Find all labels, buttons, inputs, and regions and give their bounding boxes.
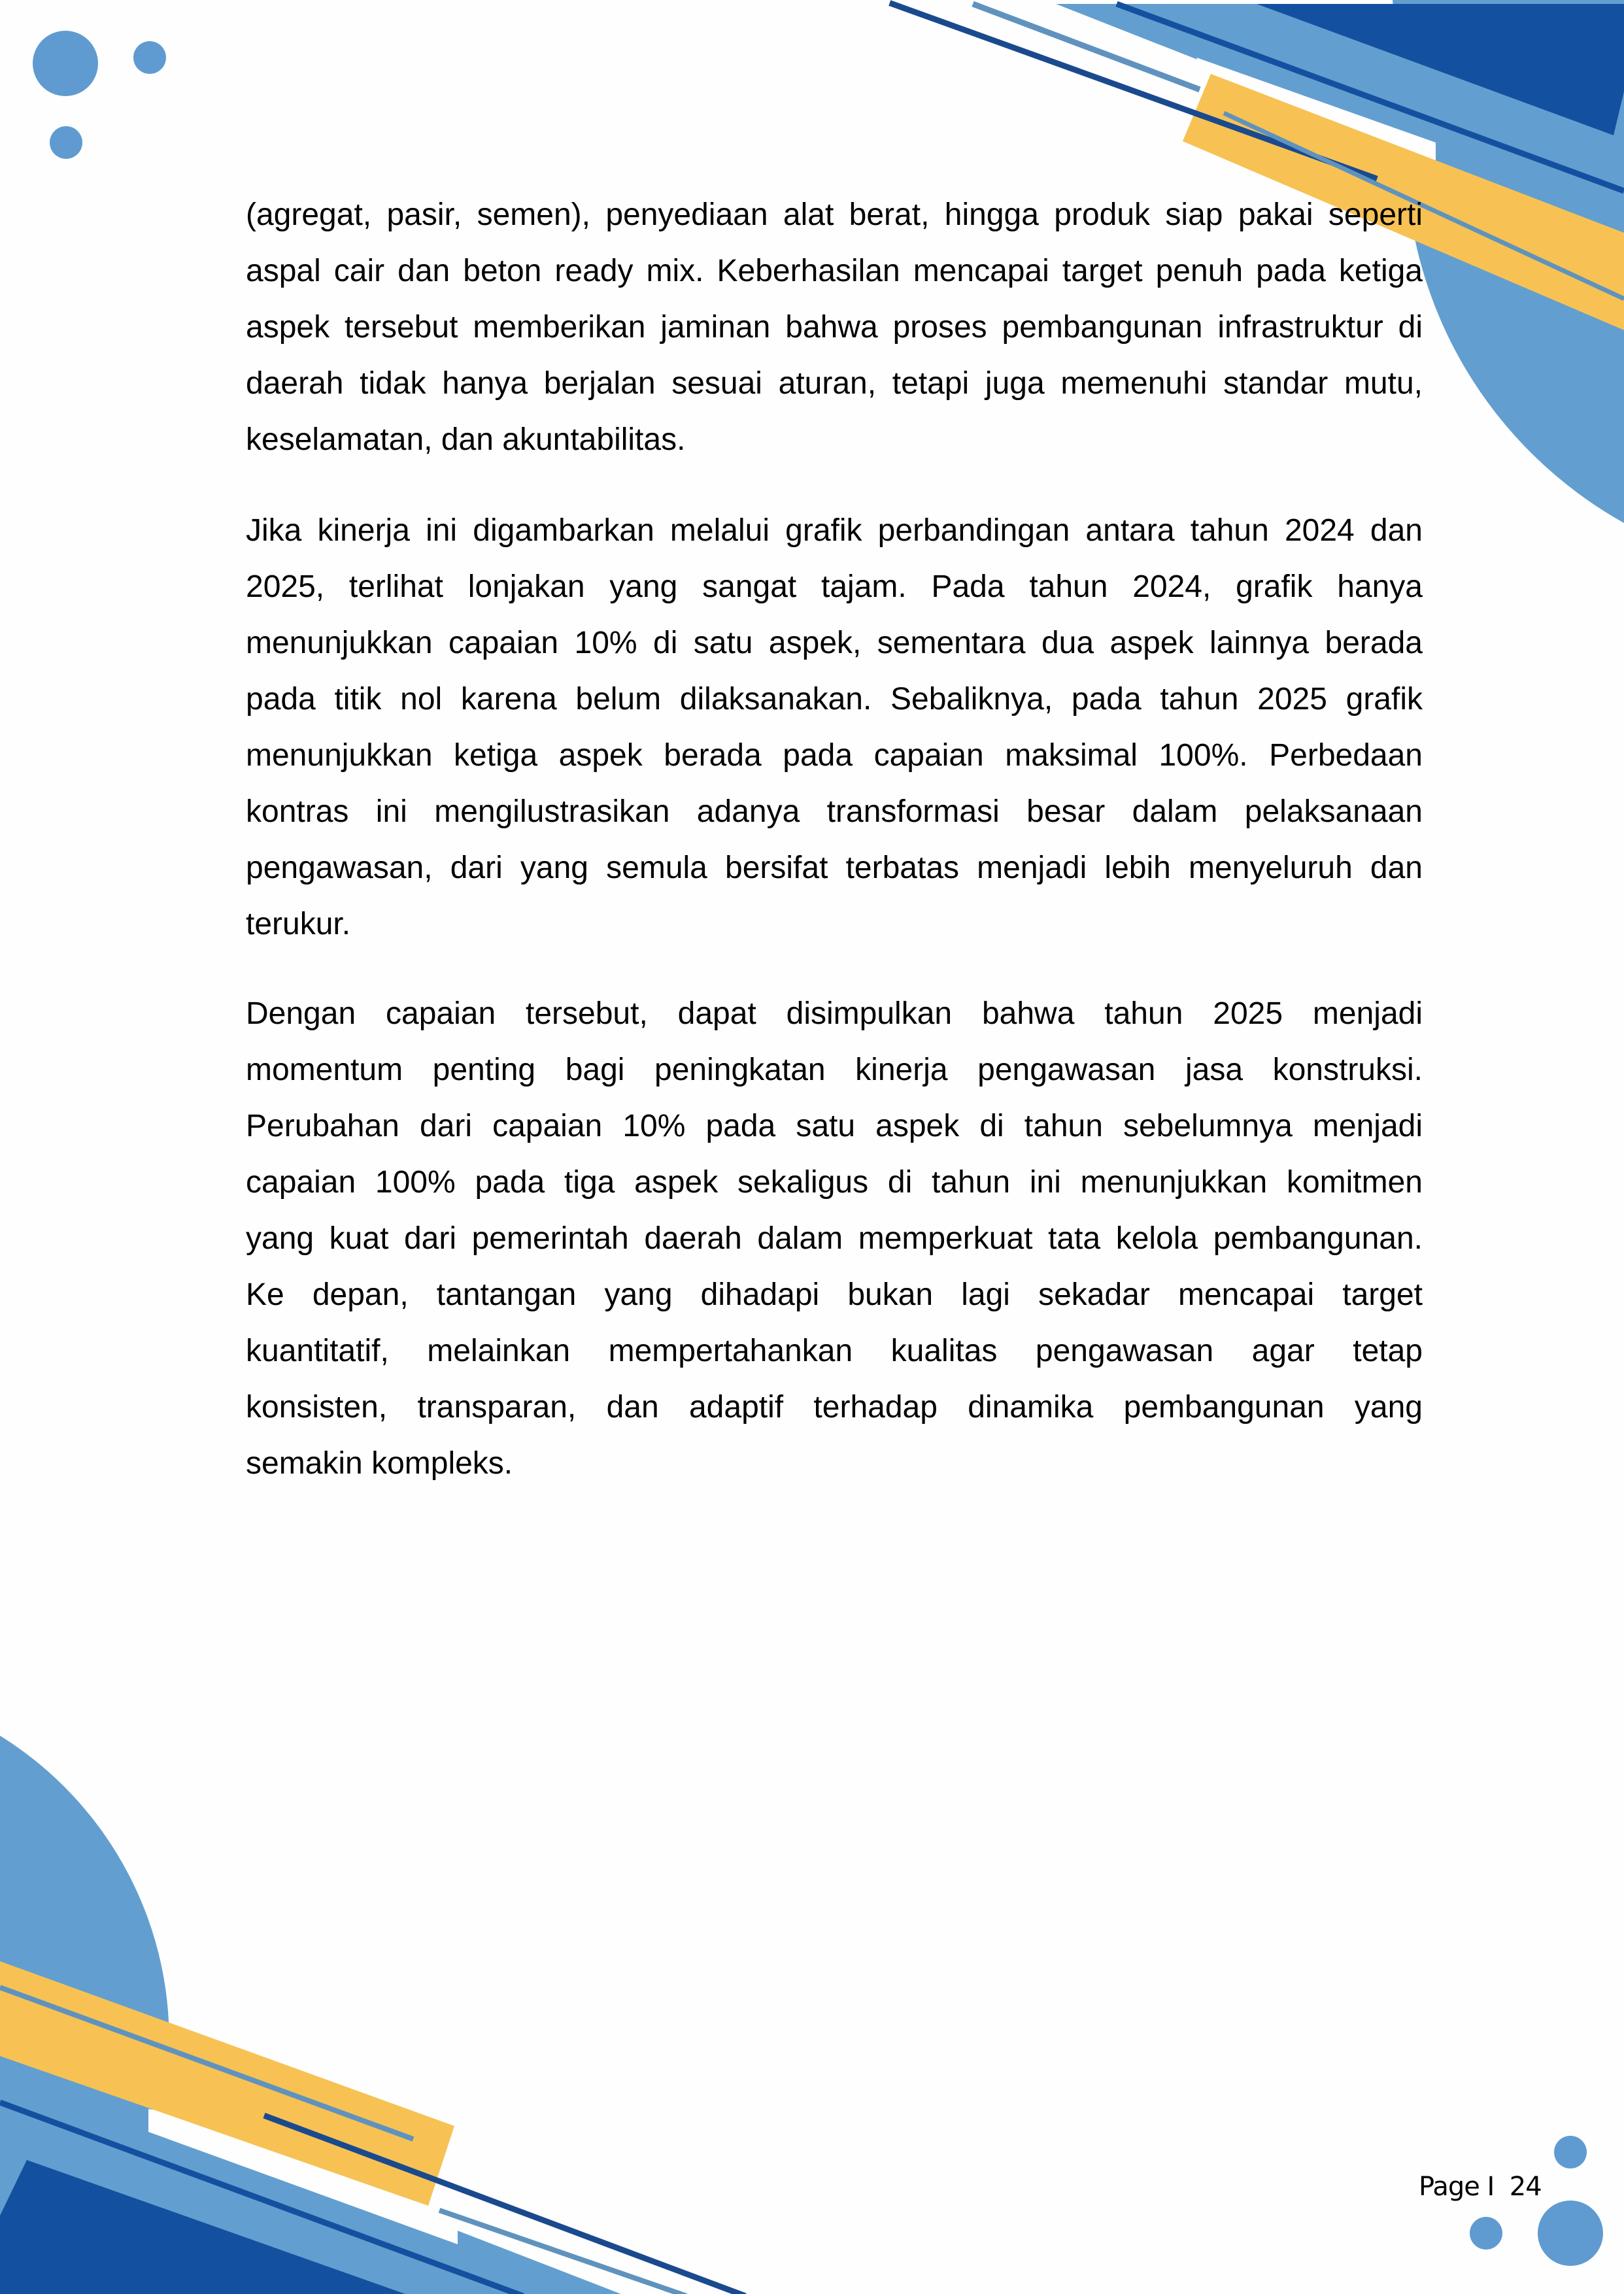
text-line: 2025, terlihat lonjakan yang sangat tajam. Pada tahun 2024, grafik hanya [246, 569, 1423, 604]
text-line: semakin kompleks. [246, 1446, 513, 1481]
text-line: daerah tidak hanya berjalan sesuai aturan, tetapi juga memenuhi standar mutu, [246, 366, 1423, 401]
text-line: konsisten, transparan, dan adaptif terhadap dinamika pembangunan yang [246, 1390, 1423, 1425]
text-line: terukur. [246, 907, 351, 941]
text-line: Ke depan, tantangan yang dihadapi bukan lagi sekadar mencapai target [246, 1277, 1423, 1312]
dot-large-bottom-right [1538, 2201, 1603, 2266]
dot-large-top-left [33, 31, 98, 96]
text-line: menunjukkan capaian 10% di satu aspek, sementara dua aspek lainnya berada [246, 626, 1423, 660]
text-line: kuantitatif, melainkan mempertahankan kualitas pengawasan agar tetap [246, 1334, 1423, 1368]
text-line: capaian 100% pada tiga aspek sekaligus di tahun ini menunjukkan komitmen [246, 1165, 1423, 1200]
dot-small-bottom-right [1470, 2217, 1502, 2250]
text-line: pengawasan, dari yang semula bersifat terbatas menjadi lebih menyeluruh dan [246, 851, 1423, 885]
text-line: momentum penting bagi peningkatan kinerja pengawasan jasa konstruksi. [246, 1053, 1423, 1087]
text-line: yang kuat dari pemerintah daerah dalam memperkuat tata kelola pembangunan. [246, 1221, 1423, 1256]
text-line: kontras ini mengilustrasikan adanya transformasi besar dalam pelaksanaan [246, 794, 1423, 829]
text-line: Perubahan dari capaian 10% pada satu aspek di tahun sebelumnya menjadi [246, 1109, 1423, 1143]
text-line: Jika kinerja ini digambarkan melalui grafik perbandingan antara tahun 2024 dan [246, 513, 1423, 548]
dot-small-top-left-lower [50, 126, 82, 159]
dot-small-bottom-right-top [1554, 2136, 1587, 2168]
text-line: menunjukkan ketiga aspek berada pada capaian maksimal 100%. Perbedaan [246, 738, 1423, 773]
dot-small-top-left [133, 41, 166, 74]
text-line: Dengan capaian tersebut, dapat disimpulkan bahwa tahun 2025 menjadi [246, 996, 1423, 1031]
text-line: keselamatan, dan akuntabilitas. [246, 422, 686, 457]
bottom-left-decoration [0, 1736, 745, 2294]
text-line: aspal cair dan beton ready mix. Keberhasilan mencapai target penuh pada ketiga [246, 254, 1423, 288]
text-line: aspek tersebut memberikan jaminan bahwa proses pembangunan infrastruktur di [246, 310, 1423, 345]
page-number: Page I 24 [1419, 2172, 1542, 2202]
text-line: pada titik nol karena belum dilaksanakan. Sebaliknya, pada tahun 2025 grafik [246, 682, 1423, 717]
text-line: (agregat, pasir, semen), penyediaan alat berat, hingga produk siap pakai seperti [246, 197, 1423, 232]
